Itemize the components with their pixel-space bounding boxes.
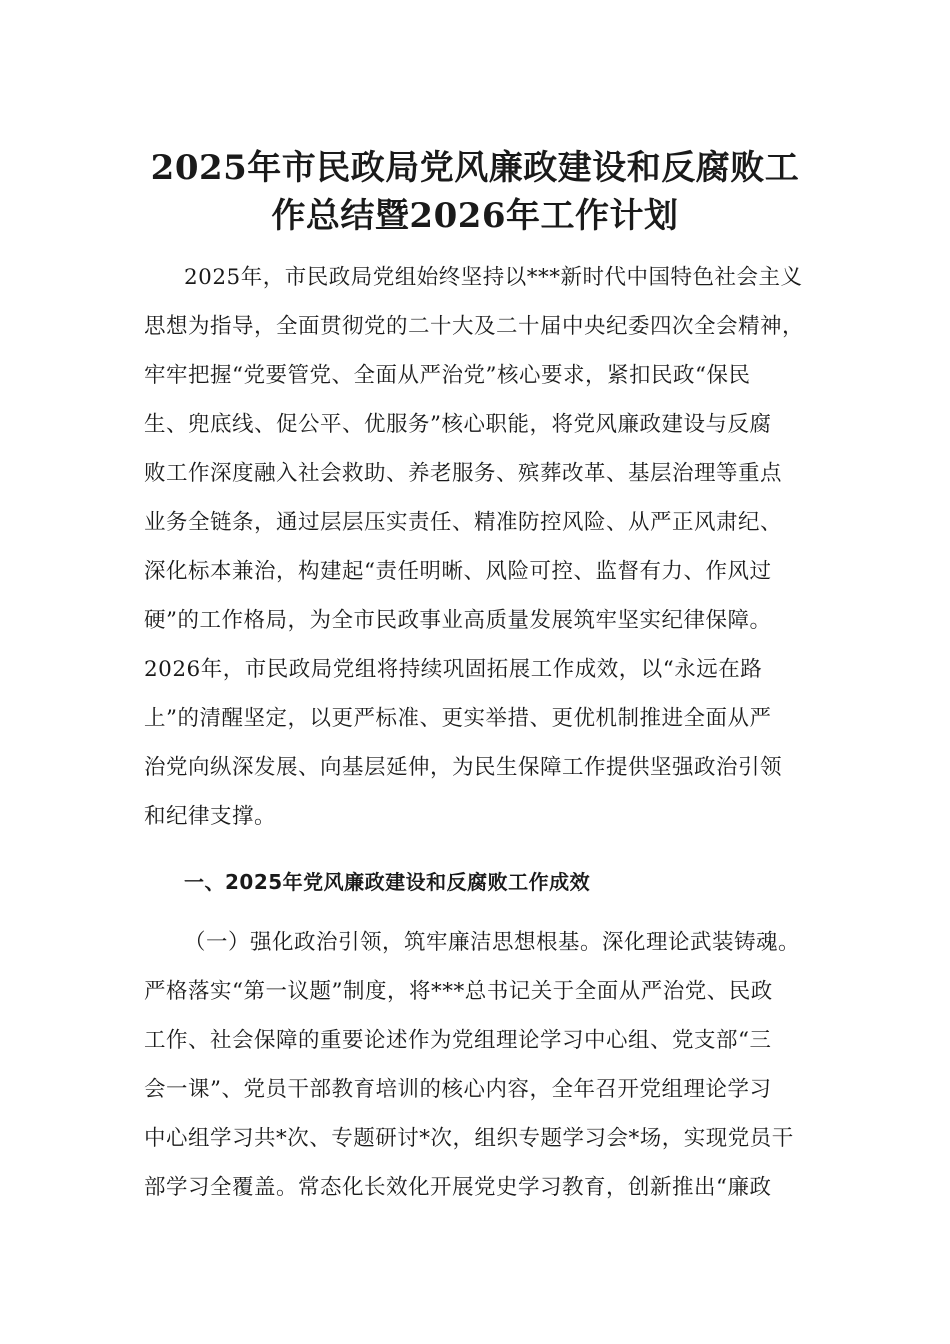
section-line: 会一课”、党员干部教育培训的核心内容，全年召开党组理论学习 <box>144 1077 772 1102</box>
section-line: （一）强化政治引领，筑牢廉洁思想根基。深化理论武装铸魂。 <box>184 930 801 955</box>
section-line: 工作、社会保障的重要论述作为党组理论学习中心组、党支部“三 <box>144 1028 772 1053</box>
intro-line: 硬”的工作格局，为全市民政事业高质量发展筑牢坚实纪律保障。 <box>144 608 772 633</box>
intro-line: 牢牢把握“党要管党、全面从严治党”核心要求，紧扣民政“保民 <box>144 363 751 388</box>
intro-line: 2025年，市民政局党组始终坚持以***新时代中国特色社会主义 <box>184 265 803 290</box>
intro-line: 业务全链条，通过层层压实责任、精准防控风险、从严正风肃纪、 <box>144 510 783 535</box>
section-heading: 一、2025年党风廉政建设和反腐败工作成效 <box>184 870 591 894</box>
document-title-line-2: 作总结暨2026年工作计划 <box>271 196 679 236</box>
intro-line: 深化标本兼治，构建起“责任明晰、风险可控、监督有力、作风过 <box>144 559 772 584</box>
section-line: 严格落实“第一议题”制度，将***总书记关于全面从严治党、民政 <box>144 979 773 1004</box>
intro-line: 2026年，市民政局党组将持续巩固拓展工作成效，以“永远在路 <box>144 657 763 682</box>
section-line: 部学习全覆盖。常态化长效化开展党史学习教育，创新推出“廉政 <box>144 1175 772 1200</box>
intro-line: 和纪律支撑。 <box>144 804 277 829</box>
intro-line: 治党向纵深发展、向基层延伸，为民生保障工作提供坚强政治引领 <box>144 755 783 780</box>
intro-line: 败工作深度融入社会救助、养老服务、殡葬改革、基层治理等重点 <box>144 461 783 486</box>
intro-line: 生、兜底线、促公平、优服务”核心职能，将党风廉政建设与反腐 <box>144 412 772 437</box>
section-line: 中心组学习共*次、专题研讨*次，组织专题学习会*场，实现党员干 <box>144 1126 794 1151</box>
intro-line: 思想为指导，全面贯彻党的二十大及二十届中央纪委四次全会精神， <box>144 314 805 339</box>
intro-line: 上”的清醒坚定，以更严标准、更实举措、更优机制推进全面从严 <box>144 706 772 731</box>
document-title-line-1: 2025年市民政局党风廉政建设和反腐败工 <box>150 148 800 188</box>
